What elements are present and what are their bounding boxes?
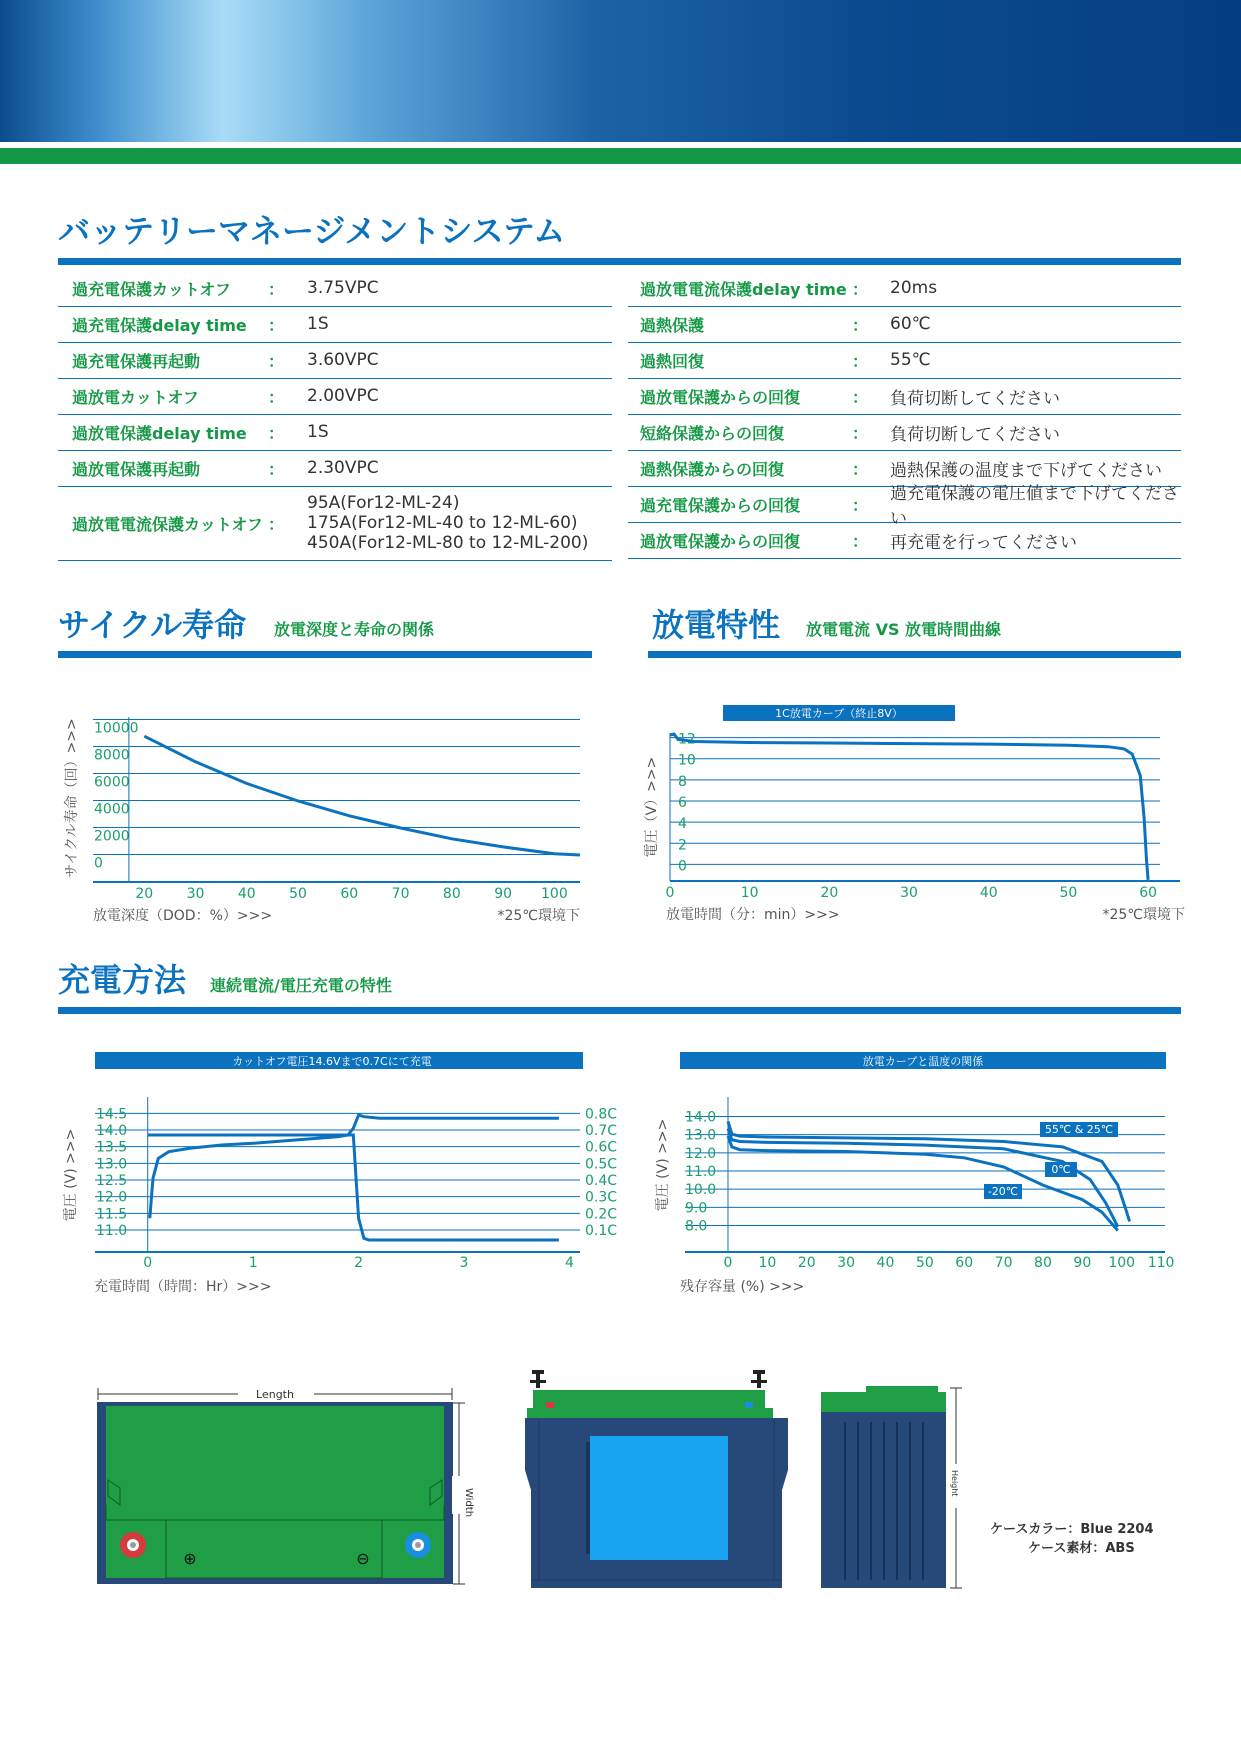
y-tick-label: 12.0	[96, 1189, 128, 1206]
spec-colon: ：	[268, 279, 285, 299]
y-tick-label: 2	[678, 837, 687, 854]
x-tick-label: 100	[1108, 1255, 1136, 1271]
cycle-subtitle: 放電深度と寿命の関係	[274, 620, 435, 639]
y-tick-label: 10.0	[685, 1182, 717, 1199]
bms-rule	[58, 258, 1181, 265]
x-tick-label: 1	[248, 1255, 258, 1271]
spec-colon: ：	[268, 459, 285, 479]
x-axis-label: 放電時間（分：min）>>>	[666, 907, 840, 923]
charge-subtitle: 連続電流/電圧充電の特性	[210, 976, 392, 995]
x-tick-label: 20	[820, 885, 839, 901]
x-axis-label: 残存容量 (%) >>>	[680, 1279, 805, 1295]
spec-colon: ：	[852, 351, 869, 371]
spec-label: 過充電保護からの回復	[640, 495, 801, 515]
spec-value: 負荷切断してください	[890, 388, 1060, 409]
spec-colon: ：	[852, 495, 869, 515]
temperature-series-line	[728, 1129, 1118, 1227]
case-material: ケース素材：ABS	[1028, 1541, 1135, 1556]
x-tick-label: 2	[354, 1255, 364, 1271]
x-tick-label: 40	[979, 885, 998, 901]
spec-colon: ：	[268, 387, 285, 407]
spec-value	[307, 493, 588, 553]
x-tick-label: 50	[1059, 885, 1078, 901]
bms-title: バッテリーマネージメントシステム	[58, 212, 566, 250]
x-tick-label: 50	[915, 1255, 934, 1271]
band-title: カットオフ電圧14.6Vまで0.7Cにて充電	[232, 1055, 432, 1068]
x-tick-label: 20	[135, 886, 154, 902]
temperature-series-line	[728, 1136, 1118, 1230]
x-tick-label: 0	[723, 1255, 733, 1271]
x-tick-label: 60	[955, 1255, 974, 1271]
y2-tick-label: 0.8C	[585, 1106, 618, 1123]
spec-row	[58, 486, 612, 561]
plus-icon: ⊕	[183, 1549, 197, 1568]
x-tick-label: 30	[900, 885, 918, 901]
width-label: Width	[463, 1488, 474, 1518]
x-tick-label: 10	[740, 885, 759, 901]
discharge-chart	[640, 695, 1185, 930]
x-axis-label: 充電時間（時間：Hr）>>>	[94, 1279, 272, 1295]
y2-tick-label: 0.5C	[585, 1156, 618, 1173]
y-tick-label: 8	[678, 773, 687, 790]
battery-side-view	[821, 1386, 962, 1588]
series-label: 0℃	[1051, 1163, 1071, 1176]
battery-front-view	[525, 1370, 788, 1588]
spec-row	[58, 414, 612, 451]
x-tick-label: 50	[289, 886, 307, 902]
band-title: 1C放電カーブ（終止8V）	[775, 707, 903, 720]
spec-value: 1S	[307, 422, 329, 442]
spec-label: 過充電保護delay time	[72, 315, 247, 335]
spec-row	[58, 450, 612, 487]
spec-value: 55℃	[890, 350, 931, 370]
spec-value: 3.60VPC	[307, 350, 379, 370]
spec-row	[628, 414, 1181, 451]
x-tick-label: 100	[541, 886, 568, 902]
spec-row	[628, 484, 1181, 529]
spec-colon: ：	[268, 514, 285, 534]
spec-value: 1S	[307, 314, 329, 334]
spec-row	[628, 306, 1181, 343]
height-label: Height	[950, 1470, 959, 1497]
spec-label: 過放電保護からの回復	[640, 531, 801, 551]
spec-value: 2.30VPC	[307, 458, 379, 478]
header-green-stripe	[0, 148, 1241, 164]
y-tick-label: 8000	[94, 747, 130, 764]
x-tick-label: 3	[459, 1255, 469, 1271]
x-tick-label: 90	[494, 886, 513, 902]
y-axis-label: サイクル寿命（回）>>>	[64, 718, 80, 878]
spec-value-line: 95A(For12-ML-24)	[307, 493, 460, 513]
spec-value-line: 450A(For12-ML-80 to 12-ML-200)	[307, 533, 589, 553]
cycle-life-line	[144, 736, 580, 855]
y2-tick-label: 0.6C	[585, 1139, 618, 1156]
x-tick-label: 60	[340, 886, 359, 902]
spec-colon: ：	[268, 423, 285, 443]
y-tick-label: 0	[678, 858, 687, 875]
spec-value: 3.75VPC	[307, 278, 379, 298]
series-label: 55℃ & 25℃	[1044, 1123, 1114, 1136]
label-area	[590, 1436, 728, 1560]
y-tick-label: 12	[678, 731, 696, 748]
x-tick-label: 10	[758, 1255, 777, 1271]
length-label: Length	[256, 1388, 294, 1401]
spec-label: 過放電保護再起動	[72, 459, 201, 479]
spec-colon: ：	[268, 351, 285, 371]
spec-label: 過放電カットオフ	[72, 387, 199, 407]
spec-label: 過放電保護からの回復	[640, 387, 801, 407]
x-axis-label: 放電深度（DOD：%）>>>	[93, 908, 273, 924]
y2-tick-label: 0.1C	[585, 1223, 618, 1239]
y-axis-label: 電圧 (V) >>>	[63, 1128, 79, 1222]
spec-value: 負荷切断してください	[890, 424, 1060, 445]
x-tick-label: 0	[143, 1255, 153, 1271]
charge-title: 充電方法	[58, 961, 187, 999]
spec-colon: ：	[852, 423, 869, 443]
y2-tick-label: 0.4C	[585, 1173, 618, 1189]
spec-row	[58, 342, 612, 379]
discharge-title: 放電特性	[652, 606, 781, 644]
current-line	[148, 1135, 559, 1240]
x-tick-label: 20	[797, 1255, 816, 1271]
y-tick-label: 6000	[94, 774, 130, 791]
series-label: -20℃	[987, 1185, 1019, 1198]
chart-note: *25℃環境下	[1102, 907, 1185, 923]
spec-row	[58, 270, 612, 307]
spec-label: 過熱回復	[640, 351, 705, 371]
y2-tick-label: 0.7C	[585, 1123, 618, 1139]
spec-label: 短絡保護からの回復	[640, 423, 785, 443]
spec-value: 20ms	[890, 278, 938, 298]
spec-label: 過充電保護再起動	[72, 351, 201, 371]
charge-rule	[58, 1007, 1181, 1014]
y-tick-label: 4000	[94, 801, 130, 818]
header-banner	[0, 0, 1241, 142]
spec-row	[58, 306, 612, 343]
spec-value-line: 175A(For12-ML-40 to 12-ML-60)	[307, 513, 578, 533]
spec-value: 過熱保護の温度まで下げてください	[890, 460, 1162, 481]
x-tick-label: 70	[391, 886, 410, 902]
spec-colon: ：	[852, 279, 869, 299]
discharge-rule	[648, 651, 1181, 658]
spec-colon: ：	[852, 387, 869, 407]
x-tick-label: 0	[665, 885, 675, 901]
y-tick-label: 11.0	[96, 1223, 128, 1239]
y-tick-label: 13.0	[685, 1127, 717, 1144]
band-title: 放電カーブと温度の関係	[862, 1055, 984, 1068]
y-tick-label: 13.0	[96, 1156, 128, 1173]
y-tick-label: 14.0	[685, 1109, 717, 1126]
spec-value: 再充電を行ってください	[890, 532, 1077, 553]
cycle-title: サイクル寿命	[58, 606, 247, 644]
spec-colon: ：	[852, 459, 869, 479]
x-tick-label: 30	[837, 1255, 856, 1271]
y-tick-label: 8.0	[685, 1218, 708, 1235]
spec-row	[58, 378, 612, 415]
y-tick-label: 14.0	[96, 1123, 128, 1139]
spec-value: 60℃	[890, 314, 931, 334]
x-tick-label: 70	[994, 1255, 1013, 1271]
spec-label: 過熱保護	[640, 315, 705, 335]
temperature-chart	[650, 1045, 1190, 1300]
cycle-life-chart	[60, 680, 600, 930]
y-axis-label: 電圧 (V) >>>	[655, 1118, 671, 1212]
minus-icon: ⊖	[356, 1549, 370, 1568]
x-tick-label: 30	[186, 886, 205, 902]
y-tick-label: 10000	[94, 720, 139, 737]
spec-colon: ：	[852, 315, 869, 335]
charge-chart	[60, 1045, 630, 1300]
y-tick-label: 11.5	[96, 1206, 128, 1223]
y2-tick-label: 0.3C	[585, 1189, 618, 1206]
spec-row	[628, 378, 1181, 415]
y-tick-label: 2000	[94, 828, 130, 845]
spec-row	[628, 342, 1181, 379]
x-tick-label: 40	[237, 886, 256, 902]
y-tick-label: 12.5	[96, 1173, 128, 1189]
x-tick-label: 80	[1034, 1255, 1052, 1271]
x-tick-label: 110	[1147, 1255, 1175, 1271]
discharge-line	[670, 731, 1148, 880]
x-tick-label: 40	[876, 1255, 895, 1271]
y-tick-label: 6	[678, 795, 687, 811]
spec-label: 過放電保護delay time	[72, 423, 247, 443]
case-info	[990, 1520, 1154, 1558]
spec-label: 過放電電流保護カットオフ	[72, 514, 263, 534]
y-tick-label: 12.0	[685, 1145, 717, 1162]
spec-label: 過放電電流保護delay time	[640, 279, 847, 299]
spec-label: 過熱保護からの回復	[640, 459, 785, 479]
spec-colon: ：	[268, 315, 285, 335]
y-tick-label: 14.5	[96, 1106, 128, 1123]
spec-row	[628, 270, 1181, 307]
battery-drawings	[90, 1370, 1090, 1600]
spec-label: 過充電保護カットオフ	[72, 279, 231, 299]
y-tick-label: 11.0	[685, 1164, 717, 1180]
case-color: ケースカラー：Blue 2204	[990, 1522, 1154, 1537]
y-axis-label: 電圧（V）>>>	[644, 756, 660, 858]
battery-top-view	[97, 1386, 474, 1584]
spec-colon: ：	[852, 531, 869, 551]
y-tick-label: 9.0	[685, 1200, 708, 1217]
discharge-subtitle: 放電電流 VS 放電時間曲線	[806, 620, 1002, 639]
y-tick-label: 4	[678, 816, 687, 833]
x-tick-label: 4	[564, 1255, 574, 1271]
chart-note: *25℃環境下	[497, 908, 580, 924]
y2-tick-label: 0.2C	[585, 1206, 618, 1223]
cycle-rule	[58, 651, 592, 658]
y-tick-label: 10	[678, 752, 696, 769]
y-tick-label: 13.5	[96, 1139, 128, 1156]
y-tick-label: 0	[94, 855, 103, 872]
spec-value: 過充電保護の電圧値まで下げてください	[890, 484, 1179, 529]
x-tick-label: 60	[1139, 885, 1158, 901]
spec-row	[628, 522, 1181, 559]
spec-value: 2.00VPC	[307, 386, 379, 406]
x-tick-label: 90	[1073, 1255, 1092, 1271]
x-tick-label: 80	[442, 886, 461, 902]
